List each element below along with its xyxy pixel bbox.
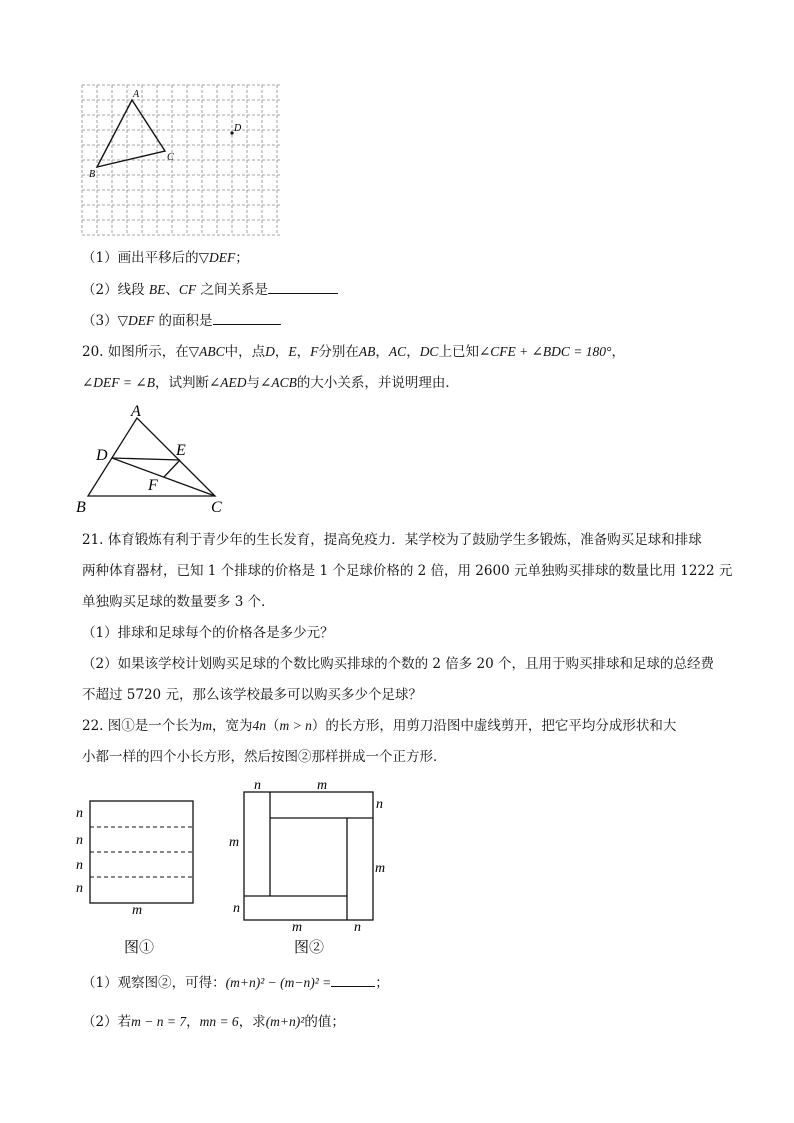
grid-label-b: B <box>89 169 96 180</box>
grid-label-c: C <box>167 152 174 163</box>
q21-part1: （1）排球和足球每个的价格各是多少元？ <box>82 625 334 641</box>
q20-line1: 20. 如图所示，在▽ABC中，点D，E，F分别在AB，AC，DC上已知∠CFE + ∠BDC = 180°， <box>82 344 625 360</box>
fig1-label-n3: n <box>76 858 83 873</box>
fig2-caption: 图② <box>294 940 325 956</box>
fig1-label-n2: n <box>76 833 83 848</box>
q21-line1: 21. 体育锻炼有利于青少年的生长发育，提高免疫力．某学校为了鼓励学生多锻炼，准备购买足球和排球 <box>82 532 702 548</box>
grid-label-d: D <box>234 123 242 134</box>
q22-part2: （2）若m − n = 7，mn = 6，求(m+n)²的值； <box>82 1014 345 1030</box>
fig2-label-n-left: n <box>233 901 240 916</box>
fig20-label-b: B <box>76 499 86 516</box>
q22-line2: 小都一样的四个小长方形，然后按图②那样拼成一个正方形． <box>82 749 447 765</box>
fig2-label-n-top: n <box>254 778 261 793</box>
grid-label-a: A <box>133 89 140 100</box>
grid-figure <box>80 83 284 237</box>
fig2-label-m-bottom: m <box>292 920 303 935</box>
answer-blank[interactable] <box>268 279 338 294</box>
q20-triangle-figure <box>72 400 242 520</box>
q22-figure-1 <box>70 795 200 965</box>
q19-part1: （1）画出平移后的▽DEF； <box>82 250 249 266</box>
triangle-abc <box>97 100 165 167</box>
answer-blank[interactable] <box>331 972 375 987</box>
fig20-label-e: E <box>176 442 186 459</box>
q22-figure-2 <box>226 775 396 965</box>
fig1-label-n1: n <box>76 806 83 821</box>
fig2-label-n-bottom: n <box>354 920 361 935</box>
fig2-label-m-top: m <box>317 778 328 793</box>
fig2-label-n-right: n <box>376 797 383 812</box>
fig2-label-m-right: m <box>375 861 386 876</box>
fig20-label-d: D <box>96 447 108 464</box>
q22-line1: 22. 图①是一个长为m，宽为4n（m > n）的长方形，用剪刀沿图中虚线剪开，把它平均分成形状和大 <box>82 718 677 734</box>
q22-part1: （1）观察图②，可得：(m+n)² − (m−n)² = ； <box>82 972 389 993</box>
q21-line3: 单独购买足球的数量要多 3 个． <box>82 594 275 610</box>
fig2-label-m-left: m <box>229 835 240 850</box>
answer-blank[interactable] <box>213 310 281 325</box>
q20-line2: ∠DEF = ∠B，试判断∠AED与∠ACB的大小关系，并说明理由． <box>82 375 459 391</box>
fig1-label-n4: n <box>76 881 83 896</box>
fig20-label-c: C <box>211 499 222 516</box>
fig1-caption: 图① <box>124 940 155 956</box>
q19-part3: （3）▽DEF 的面积是 <box>82 310 281 331</box>
fig1-label-m: m <box>132 903 143 918</box>
q21-part2-line1: （2）如果该学校计划购买足球的个数比购买排球的个数的 2 倍多 20 个，且用于购买排球和足球的总经费 <box>82 656 715 672</box>
fig20-label-f: F <box>148 477 158 494</box>
fig20-label-a: A <box>131 403 141 420</box>
q19-part2: （2）线段 BE、CF 之间关系是 <box>82 279 338 300</box>
q21-part2-line2: 不超过 5720 元，那么该学校最多可以购买多少个足球？ <box>82 687 422 703</box>
q21-line2: 两种体育器材，已知 1 个排球的价格是 1 个足球价格的 2 倍，用 2600 元单独购买排球的数量比用 1222 元 <box>82 563 733 579</box>
